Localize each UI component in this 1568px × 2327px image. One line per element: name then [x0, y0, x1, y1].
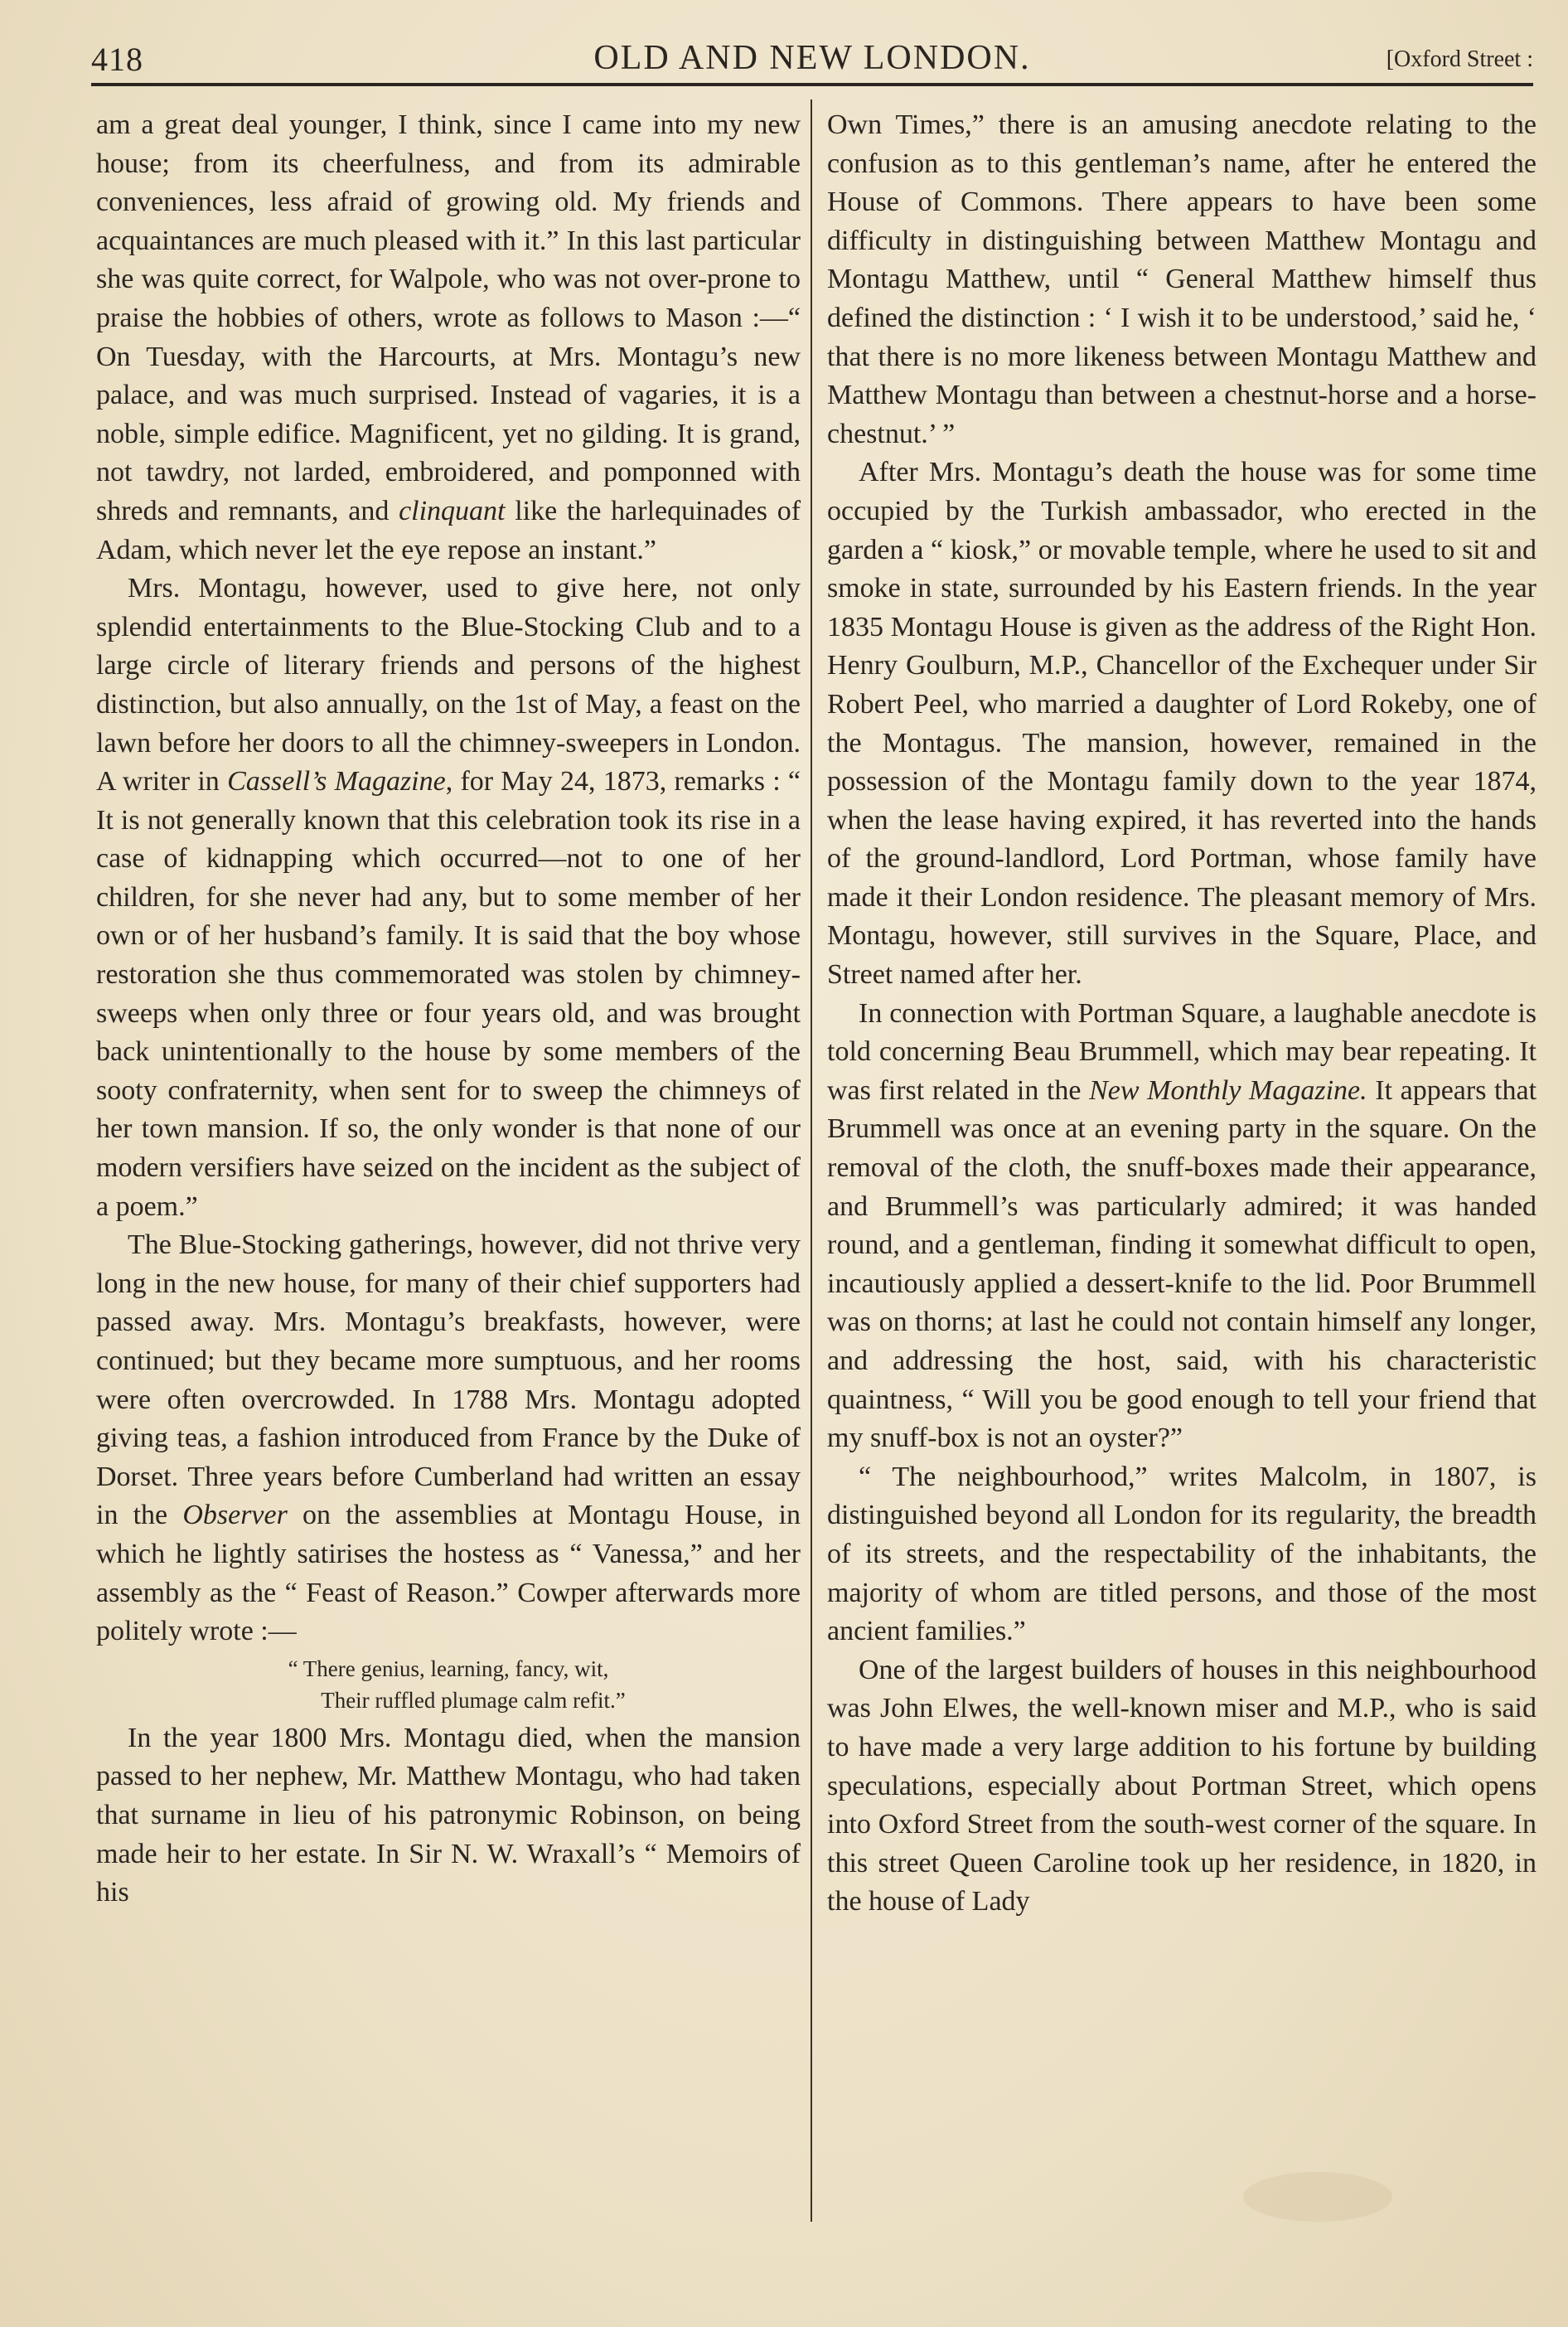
- paragraph: In connection with Portman Square, a laughable anecdote is told concerning Beau Brummell, which may bear repeating. It was first related in the New Monthly Magazine. It appears that Brummell was once at an evening party in the square. On the removal of the cloth, the snuff-boxes made their appearance, and Brummell’s was particularly admired; it was handed round, and a gentleman, finding it somewhat difficult to open, incautiously applied a dessert-knife to the lid. Poor Brummell was on thorns; at last he could not contain himself any longer, and addressing the host, said, with his characteristic quaintness, “ Will you be good enough to tell your friend that my snuff-box is not an oyster?”: [827, 997, 1537, 1454]
- paragraph: Mrs. Montagu, however, used to give here, not only splendid entertainments to the Blue-Stocking Club and to a large circle of literary friends and persons of the highest distinction, but also annually, on the 1st of May, a feast on the lawn before her doors to all the chimney-sweepers in London. A writer in Cassell’s Magazine, for May 24, 1873, remarks : “ It is not generally known that this celebration took its rise in a case of kidnapping which occurred—not to one of her children, for she never had any, but to some member of her own or of her husband’s family. It is said that the boy whose restoration she thus commemorated was stolen by chimney-sweeps when only three or four years old, and was brought back unintentionally to the house by some members of the sooty confraternity, when sent for to sweep the chimneys of her town mansion. If so, the only wonder is that none of our modern versifiers have seized on the incident as the subject of a poem.”: [96, 573, 801, 1222]
- verse-quote: [96, 1653, 801, 1716]
- header-rule: [91, 83, 1533, 86]
- paragraph: After Mrs. Montagu’s death the house was for some time occupied by the Turkish ambassador, who erected in the garden a “ kiosk,” or movable temple, where he used to sit and smoke in state, surrounded by his Eastern friends. In the year 1835 Montagu House is given as the address of the Right Hon. Henry Goulburn, M.P., Chancellor of the Exchequer under Sir Robert Peel, who married a daughter of Lord Rokeby, one of the Montagus. The mansion, however, remained in the possession of the Montagu family down to the year 1874, when the lease having expired, it has reverted into the hands of the ground-landlord, Lord Portman, whose family have made it their London residence. The pleasant memory of Mrs. Montagu, however, still survives in the Square, Place, and Street named after her.: [827, 457, 1537, 991]
- verse-line: Their ruffled plumage calm refit.”: [321, 1687, 626, 1713]
- right-column: [827, 106, 1537, 1922]
- column-divider: [811, 99, 812, 2222]
- paper-stain: [1243, 2172, 1392, 2222]
- page-number: 418: [91, 41, 143, 78]
- paragraph: In the year 1800 Mrs. Montagu died, when the mansion passed to her nephew, Mr. Matthew Montagu, who had taken that surname in lieu of his patronymic Robinson, on being made heir to her estate. In Sir N. W. Wraxall’s “ Memoirs of his: [96, 1722, 801, 1908]
- paragraph: “ The neighbourhood,” writes Malcolm, in 1807, is distinguished beyond all London for its regularity, the breadth of its streets, and the respectability of the inhabitants, the majority of whom are titled persons, and those of the most ancient families.”: [827, 1461, 1537, 1647]
- paragraph: Own Times,” there is an amusing anecdote relating to the confusion as to this gentleman’s name, after he entered the House of Commons. There appears to have been some difficulty in distinguishing between Matthew Montagu and Montagu Matthew, until “ General Matthew himself thus defined the distinction : ‘ I wish it to be understood,’ said he, ‘ that there is no more likeness between Montagu Matthew and Matthew Montagu than between a chestnut-horse and a horse-chestnut.’ ”: [827, 109, 1537, 449]
- paragraph: The Blue-Stocking gatherings, however, did not thrive very long in the new house, for many of their chief supporters had passed away. Mrs. Montagu’s breakfasts, however, were continued; but they became more sumptuous, and her rooms were often overcrowded. In 1788 Mrs. Montagu adopted giving teas, a fashion introduced from France by the Duke of Dorset. Three years before Cumberland had written an essay in the Observer on the assemblies at Montagu House, in which he lightly satirises the hostess as “ Vanessa,” and her assembly as the “ Feast of Reason.” Cowper afterwards more politely wrote :—: [96, 1229, 801, 1647]
- paragraph: am a great deal younger, I think, since I came into my new house; from its cheerfulness, and from its admirable conveniences, less afraid of growing old. My friends and acquaintances are much pleased with it.” In this last particular she was quite correct, for Walpole, who was not over-prone to praise the hobbies of others, wrote as follows to Mason :—“ On Tuesday, with the Harcourts, at Mrs. Montagu’s new palace, and was much surprised. Instead of vagaries, it is a noble, simple edifice. Magnificent, yet no gilding. It is grand, not tawdry, not larded, embroidered, and pomponned with shreds and remnants, and clinquant like the harlequinades of Adam, which never let the eye repose an instant.”: [96, 109, 801, 565]
- running-title: OLD AND NEW LONDON.: [593, 39, 1031, 77]
- running-header: [91, 33, 1533, 83]
- section-label: [Oxford Street :: [1386, 46, 1533, 72]
- paragraph: One of the largest builders of houses in this neighbourhood was John Elwes, the well-known miser and M.P., who is said to have made a very large addition to his fortune by building speculations, especially about Portman Street, which opens into Oxford Street from the south-west corner of the square. In this street Queen Caroline took up her residence, in 1820, in the house of Lady: [827, 1654, 1537, 1917]
- verse-line: “ There genius, learning, fancy, wit,: [288, 1656, 609, 1681]
- left-column: [96, 106, 801, 1913]
